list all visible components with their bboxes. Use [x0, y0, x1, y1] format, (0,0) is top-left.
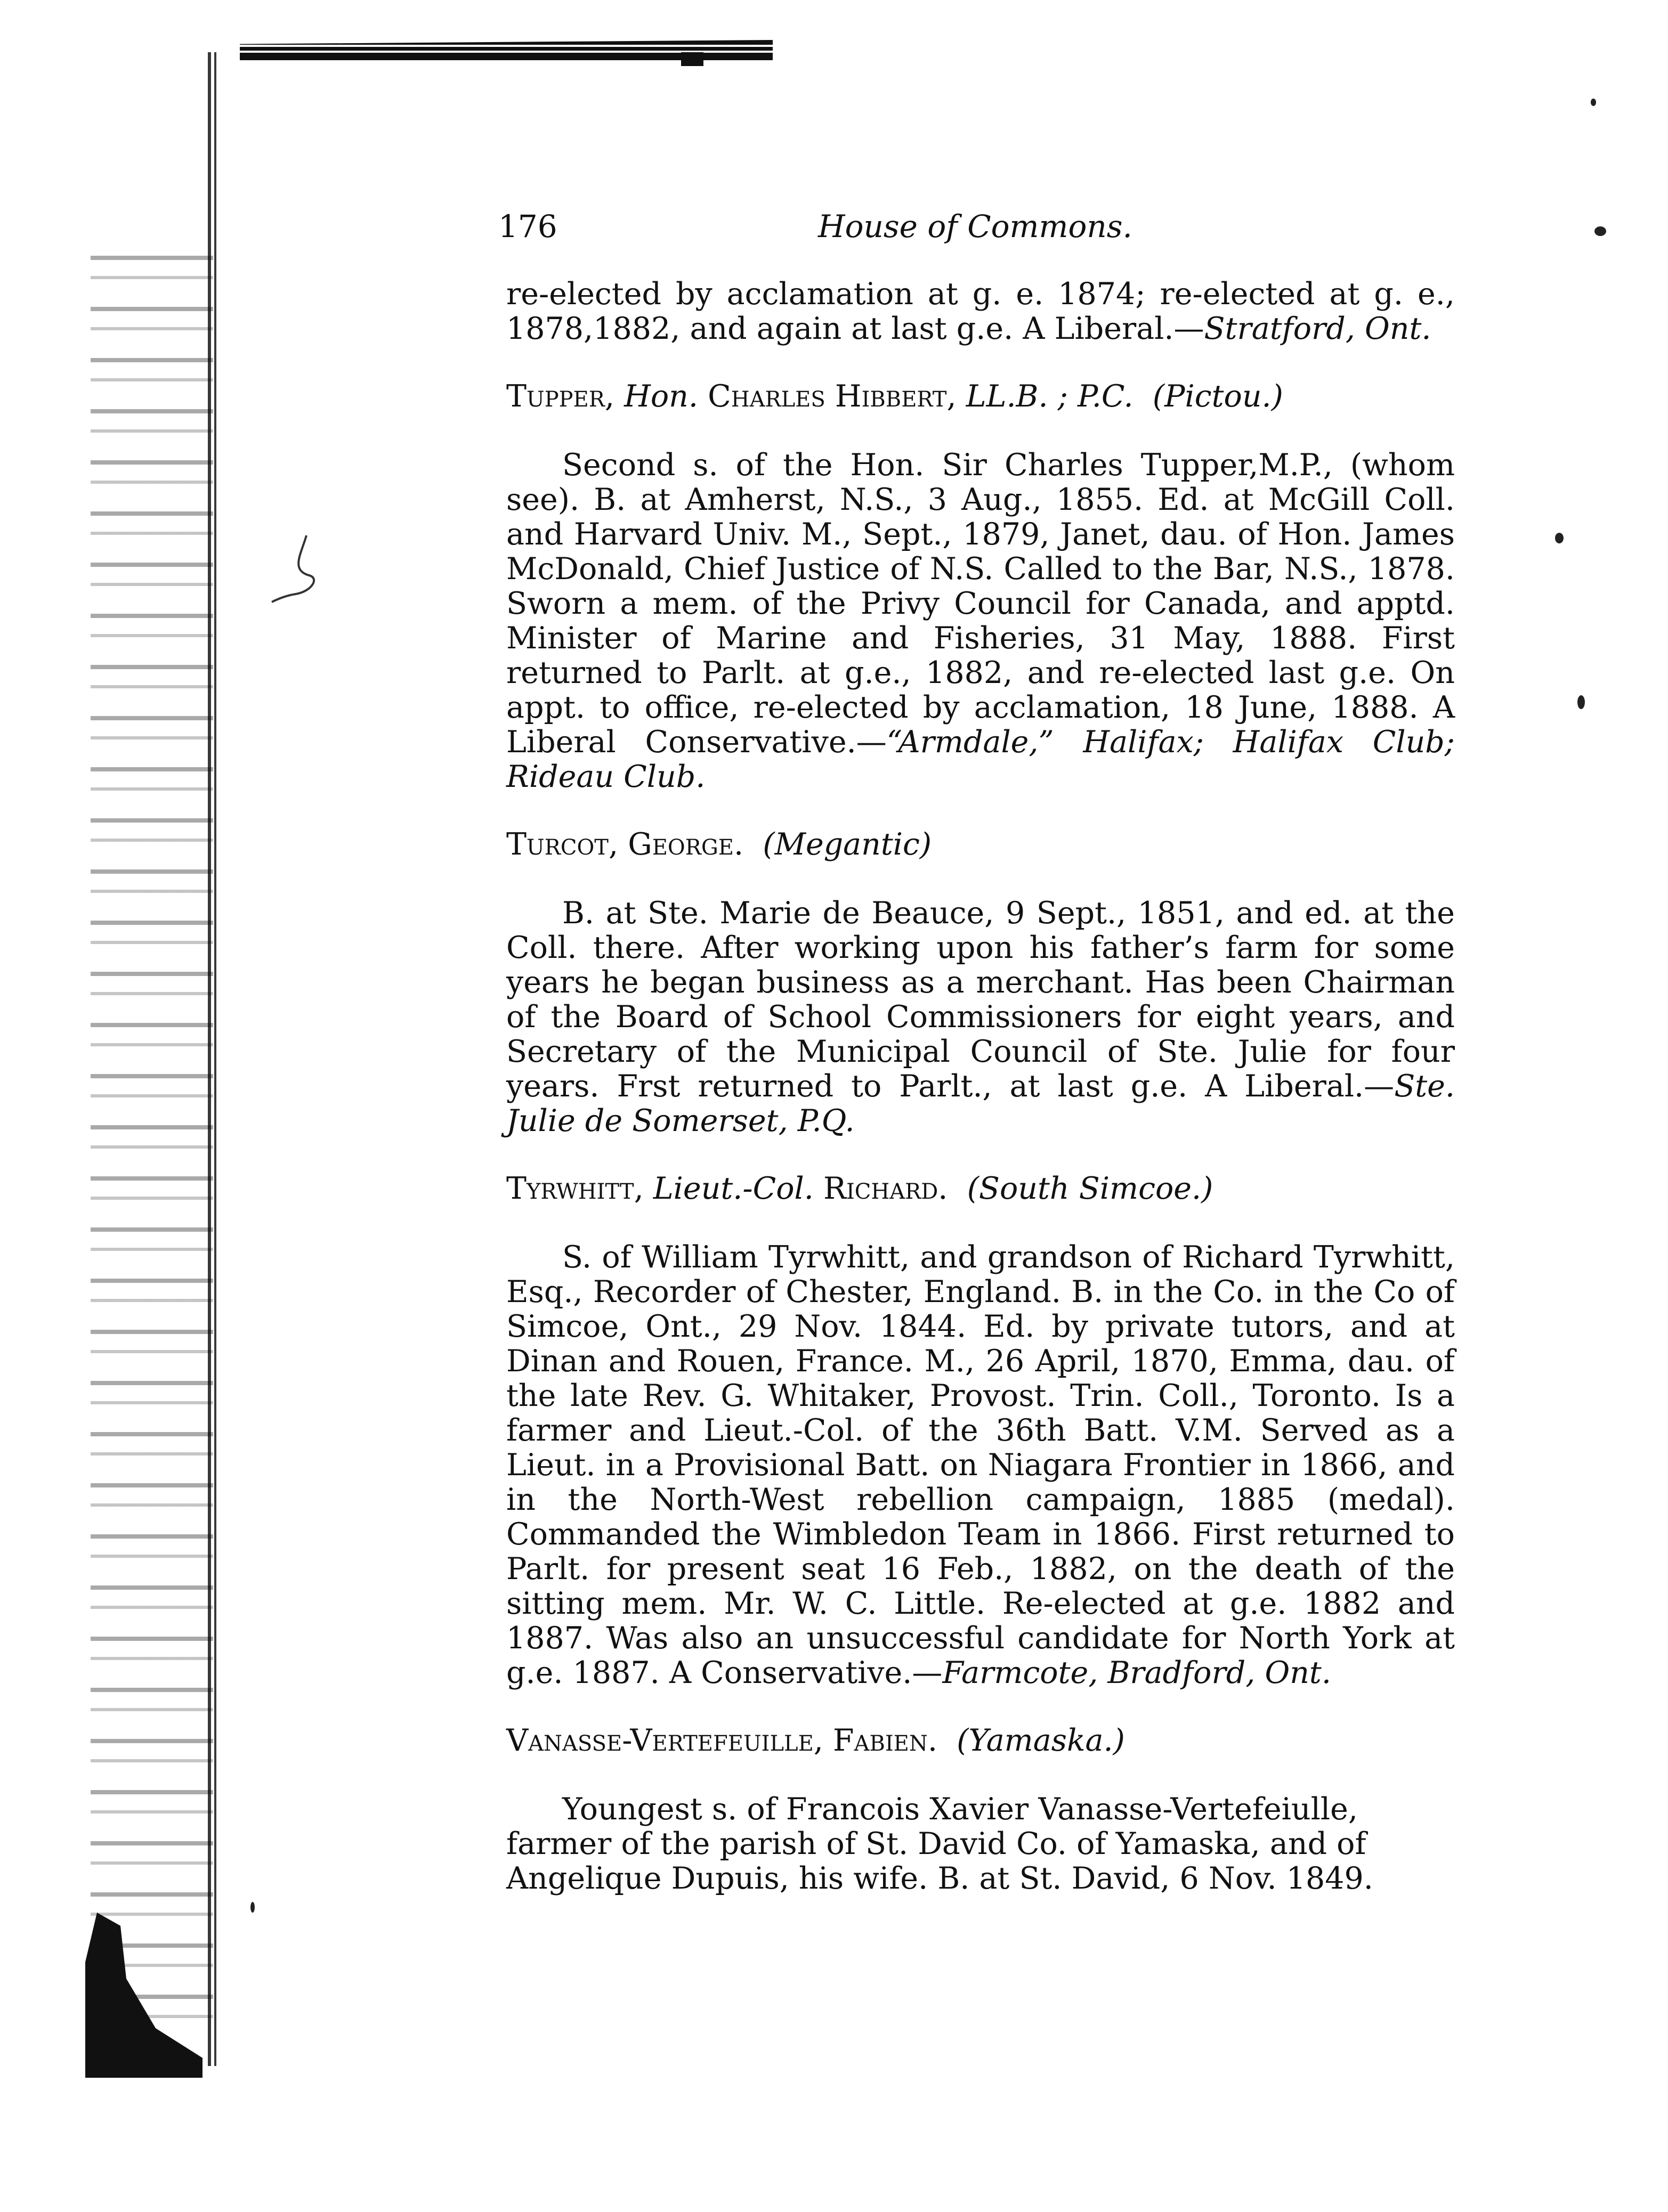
pencil-mark-icon: [269, 533, 338, 607]
scan-speck: [250, 1902, 255, 1913]
entry-bio-text: B. at Ste. Marie de Beauce, 9 Sept., 1851, and ed. at the Coll. there. After working upon his father’s farm for some years he began business as a merchant. Has been Chairman of the Board of School Commissioners for eight years, and Secretary of the Municipal Council of Ste. Julie for four years. Frst returned to Parlt., at last g.e. A Liberal.—: [506, 896, 1455, 1104]
entry-residence: Ste. Julie de Somerset, P.Q.: [506, 1069, 1455, 1138]
entry-heading-tupper: Tupper, Hon. Charles Hibbert, LL.B. ; P.C. (Pictou.): [506, 379, 1283, 414]
entry-given-name: Richard.: [823, 1171, 948, 1206]
entry-constituency: (Megantic): [763, 827, 932, 862]
entry-bio-turcot: [506, 896, 1455, 1138]
entry-given-name: Charles Hibbert,: [708, 379, 957, 414]
entry-bio-vanasse: [506, 1792, 1455, 1896]
entry-residence: “Armdale,” Halifax; Halifax Club; Rideau Club.: [506, 725, 1455, 794]
continuation-residence: Stratford, Ont.: [1204, 311, 1431, 346]
entry-heading-turcot: Turcot, George. (Megantic): [506, 827, 932, 862]
entry-bio-tyrwhitt: [506, 1240, 1455, 1690]
entry-residence: Farmcote, Bradford, Ont.: [942, 1655, 1331, 1690]
entry-bio-tupper: [506, 448, 1455, 794]
page-number: 176: [498, 208, 557, 245]
entry-surname: Turcot: [506, 827, 609, 862]
running-head: House of Commons.: [818, 208, 1132, 245]
scan-speck: [1591, 99, 1596, 106]
entry-surname: Vanasse-Vertefeuille: [506, 1723, 814, 1758]
scan-speck: [1577, 695, 1585, 709]
scan-border-mark: [681, 52, 703, 66]
entry-heading-tyrwhitt: Tyrwhitt, Lieut.-Col. Richard. (South Simcoe.): [506, 1171, 1213, 1206]
entry-constituency: (South Simcoe.): [967, 1171, 1213, 1206]
entry-surname: Tupper: [506, 379, 605, 414]
entry-constituency: (Pictou.): [1152, 379, 1283, 414]
continuation-paragraph: [506, 277, 1455, 346]
entry-bio-text: Youngest s. of Francois Xavier Vanasse-Vertefeiulle, farmer of the parish of St. David Co. of Yamaska, and of Angelique Dupuis, his wife. B. at St. David, 6 Nov. 1849.: [506, 1792, 1373, 1896]
entry-given-name: Fabien.: [833, 1723, 937, 1758]
entry-constituency: (Yamaska.): [957, 1723, 1125, 1758]
scan-spine-shadow: [91, 256, 213, 2046]
continuation-text: re-elected by acclamation at g. e. 1874; re-elected at g. e., 1878,1882, and again at last g.e. A Liberal.—: [506, 276, 1455, 346]
entry-surname: Tyrwhitt: [506, 1171, 634, 1206]
entry-honorific: Hon.: [624, 379, 698, 414]
page-header: [498, 202, 1452, 250]
scan-speck: [1555, 533, 1564, 543]
page-body: [506, 277, 1455, 1896]
entry-degrees: LL.B. ; P.C.: [966, 379, 1133, 414]
entry-heading-vanasse: Vanasse-Vertefeuille, Fabien. (Yamaska.): [506, 1723, 1125, 1758]
entry-bio-text: Second s. of the Hon. Sir Charles Tupper,M.P., (whom see). B. at Amherst, N.S., 3 Aug., 1855. Ed. at McGill Coll. and Harvard Univ. M., Sept., 1879, Janet, dau. of Hon. James McDonald, Chief Justice of N.S. Called to the Bar, N.S., 1878. Sworn a mem. of the Privy Council for Canada, and apptd. Minister of Marine and Fisheries, 31 May, 1888. First returned to Parlt. at g.e., 1882, and re-elected last g.e. On appt. to office, re-elected by acclamation, 18 June, 1888. A Liberal Conservative.—: [506, 448, 1455, 760]
entry-title: Lieut.-Col.: [653, 1171, 814, 1206]
entry-bio-text: S. of William Tyrwhitt, and grandson of Richard Tyrwhitt, Esq., Recorder of Chester, England. B. in the Co. in the Co of Simcoe, Ont., 29 Nov. 1844. Ed. by private tutors, and at Dinan and Rouen, France. M., 26 April, 1870, Emma, dau. of the late Rev. G. Whitaker, Provost. Trin. Coll., Toronto. Is a farmer and Lieut.-Col. of the 36th Batt. V.M. Served as a Lieut. in a Provisional Batt. on Niagara Frontier in 1866, and in the North-West rebellion campaign, 1885 (medal). Commanded the Wimbledon Team in 1866. First returned to Parlt. for present seat 16 Feb., 1882, on the death of the sitting mem. Mr. W. C. Little. Re-elected at g.e. 1882 and 1887. Was also an unsuccessful candidate for North York at g.e. 1887. A Conservative.—: [506, 1240, 1455, 1690]
scan-speck: [1594, 226, 1606, 236]
entry-given-name: George.: [628, 827, 744, 862]
